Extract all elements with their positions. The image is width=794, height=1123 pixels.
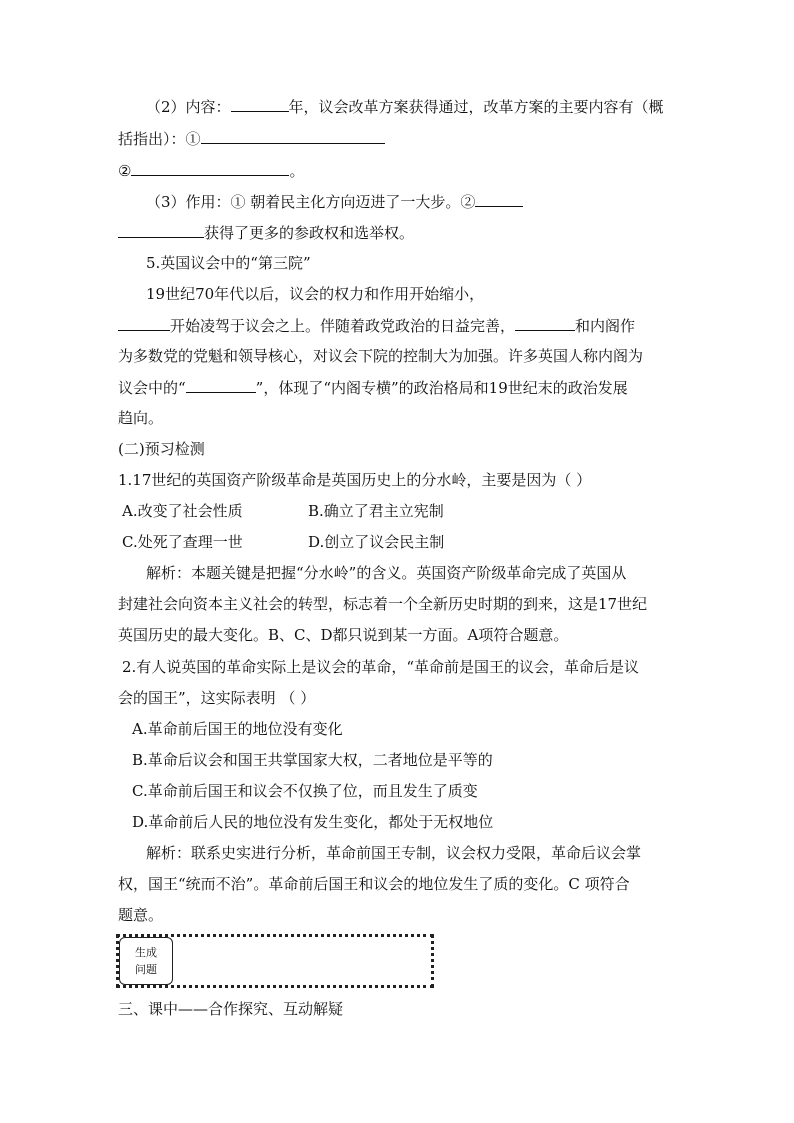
section-heading-preview-check: (二)预习检测 <box>118 440 205 458</box>
generate-questions-label: 生成 问题 <box>119 937 173 985</box>
q1-explanation-2: 封建社会向资本主义社会的转型，标志着一个全新历史时期的到来，这是17世纪 <box>118 595 648 613</box>
effect-line-2: 获得了更多的参政权和选举权。 <box>118 222 414 243</box>
q2-stem-1: 2.有人说英国的革命实际上是议会的革命，“革命前是国王的议会，革命后是议 <box>122 658 639 676</box>
q2-option-d[interactable]: D.革命前后人民的地位没有发生变化，都处于无权地位 <box>132 813 494 831</box>
q1-option-d[interactable]: D.创立了议会民主制 <box>308 533 445 551</box>
content-line-2: 括指出）：① <box>118 128 385 149</box>
para-line-1: 19世纪70年代以后，议会的权力和作用开始缩小， <box>146 285 485 303</box>
content-line-1: （2）内容： 年，议会改革方案获得通过，改革方案的主要内容有（概 <box>146 98 664 116</box>
blank[interactable] <box>475 191 523 207</box>
blank[interactable] <box>231 96 289 112</box>
blank[interactable] <box>515 315 575 331</box>
section-5-heading: 5.英国议会中的“第三院” <box>146 254 311 272</box>
q1-explanation-1: 解析：本题关键是把握“分水岭”的含义。英国资产阶级革命完成了英国从 <box>146 564 627 582</box>
q1-option-a[interactable]: A.改变了社会性质 <box>122 502 243 520</box>
q1-stem: 1.17世纪的英国资产阶级革命是英国历史上的分水岭，主要是因为（ ） <box>118 471 592 489</box>
q2-explanation-3: 题意。 <box>118 906 164 924</box>
blank[interactable] <box>118 222 204 238</box>
q2-stem-2: 会的国王”，这实际表明 （ ） <box>118 689 316 707</box>
q2-option-c[interactable]: C.革命前后国王和议会不仅换了位，而且发生了质变 <box>132 782 478 800</box>
section-heading-in-class: 三、课中——合作探究、互动解疑 <box>118 1000 344 1018</box>
q2-option-a[interactable]: A.革命前后国王的地位没有变化 <box>132 720 343 738</box>
blank[interactable] <box>131 160 289 176</box>
para-line-3: 为多数党的党魁和领导核心，对议会下院的控制大为加强。许多英国人称内阁为 <box>118 347 644 365</box>
q2-explanation-2: 权，国王“统而不治”。革命前后国王和议会的地位发生了质的变化。C 项符合 <box>118 875 630 893</box>
q2-explanation-1: 解析：联系史实进行分析，革命前国王专制，议会权力受限，革命后议会掌 <box>146 844 642 862</box>
para-line-2: 开始凌驾于议会之上。伴随着政党政治的日益完善， 和内阁作 <box>118 315 635 336</box>
q1-explanation-3: 英国历史的最大变化。B、C、D都只说到某一方面。A项符合题意。 <box>118 626 569 644</box>
content-line-3: ② 。 <box>118 162 305 180</box>
effect-line-1: （3）作用：① 朝着民主化方向迈进了一大步。② <box>146 191 523 212</box>
q1-option-b[interactable]: B.确立了君主立宪制 <box>308 502 444 520</box>
para-line-4: 议会中的“ ”，体现了“内阁专横”的政治格局和19世纪末的政治发展 <box>118 379 628 397</box>
para-line-5: 趋向。 <box>118 409 164 427</box>
blank[interactable] <box>186 377 256 393</box>
q1-option-c[interactable]: C.处死了查理一世 <box>122 533 243 551</box>
generate-questions-box[interactable] <box>116 934 434 988</box>
q2-option-b[interactable]: B.革命后议会和国王共掌国家大权，二者地位是平等的 <box>132 751 493 769</box>
blank[interactable] <box>201 128 385 144</box>
blank[interactable] <box>118 315 170 331</box>
